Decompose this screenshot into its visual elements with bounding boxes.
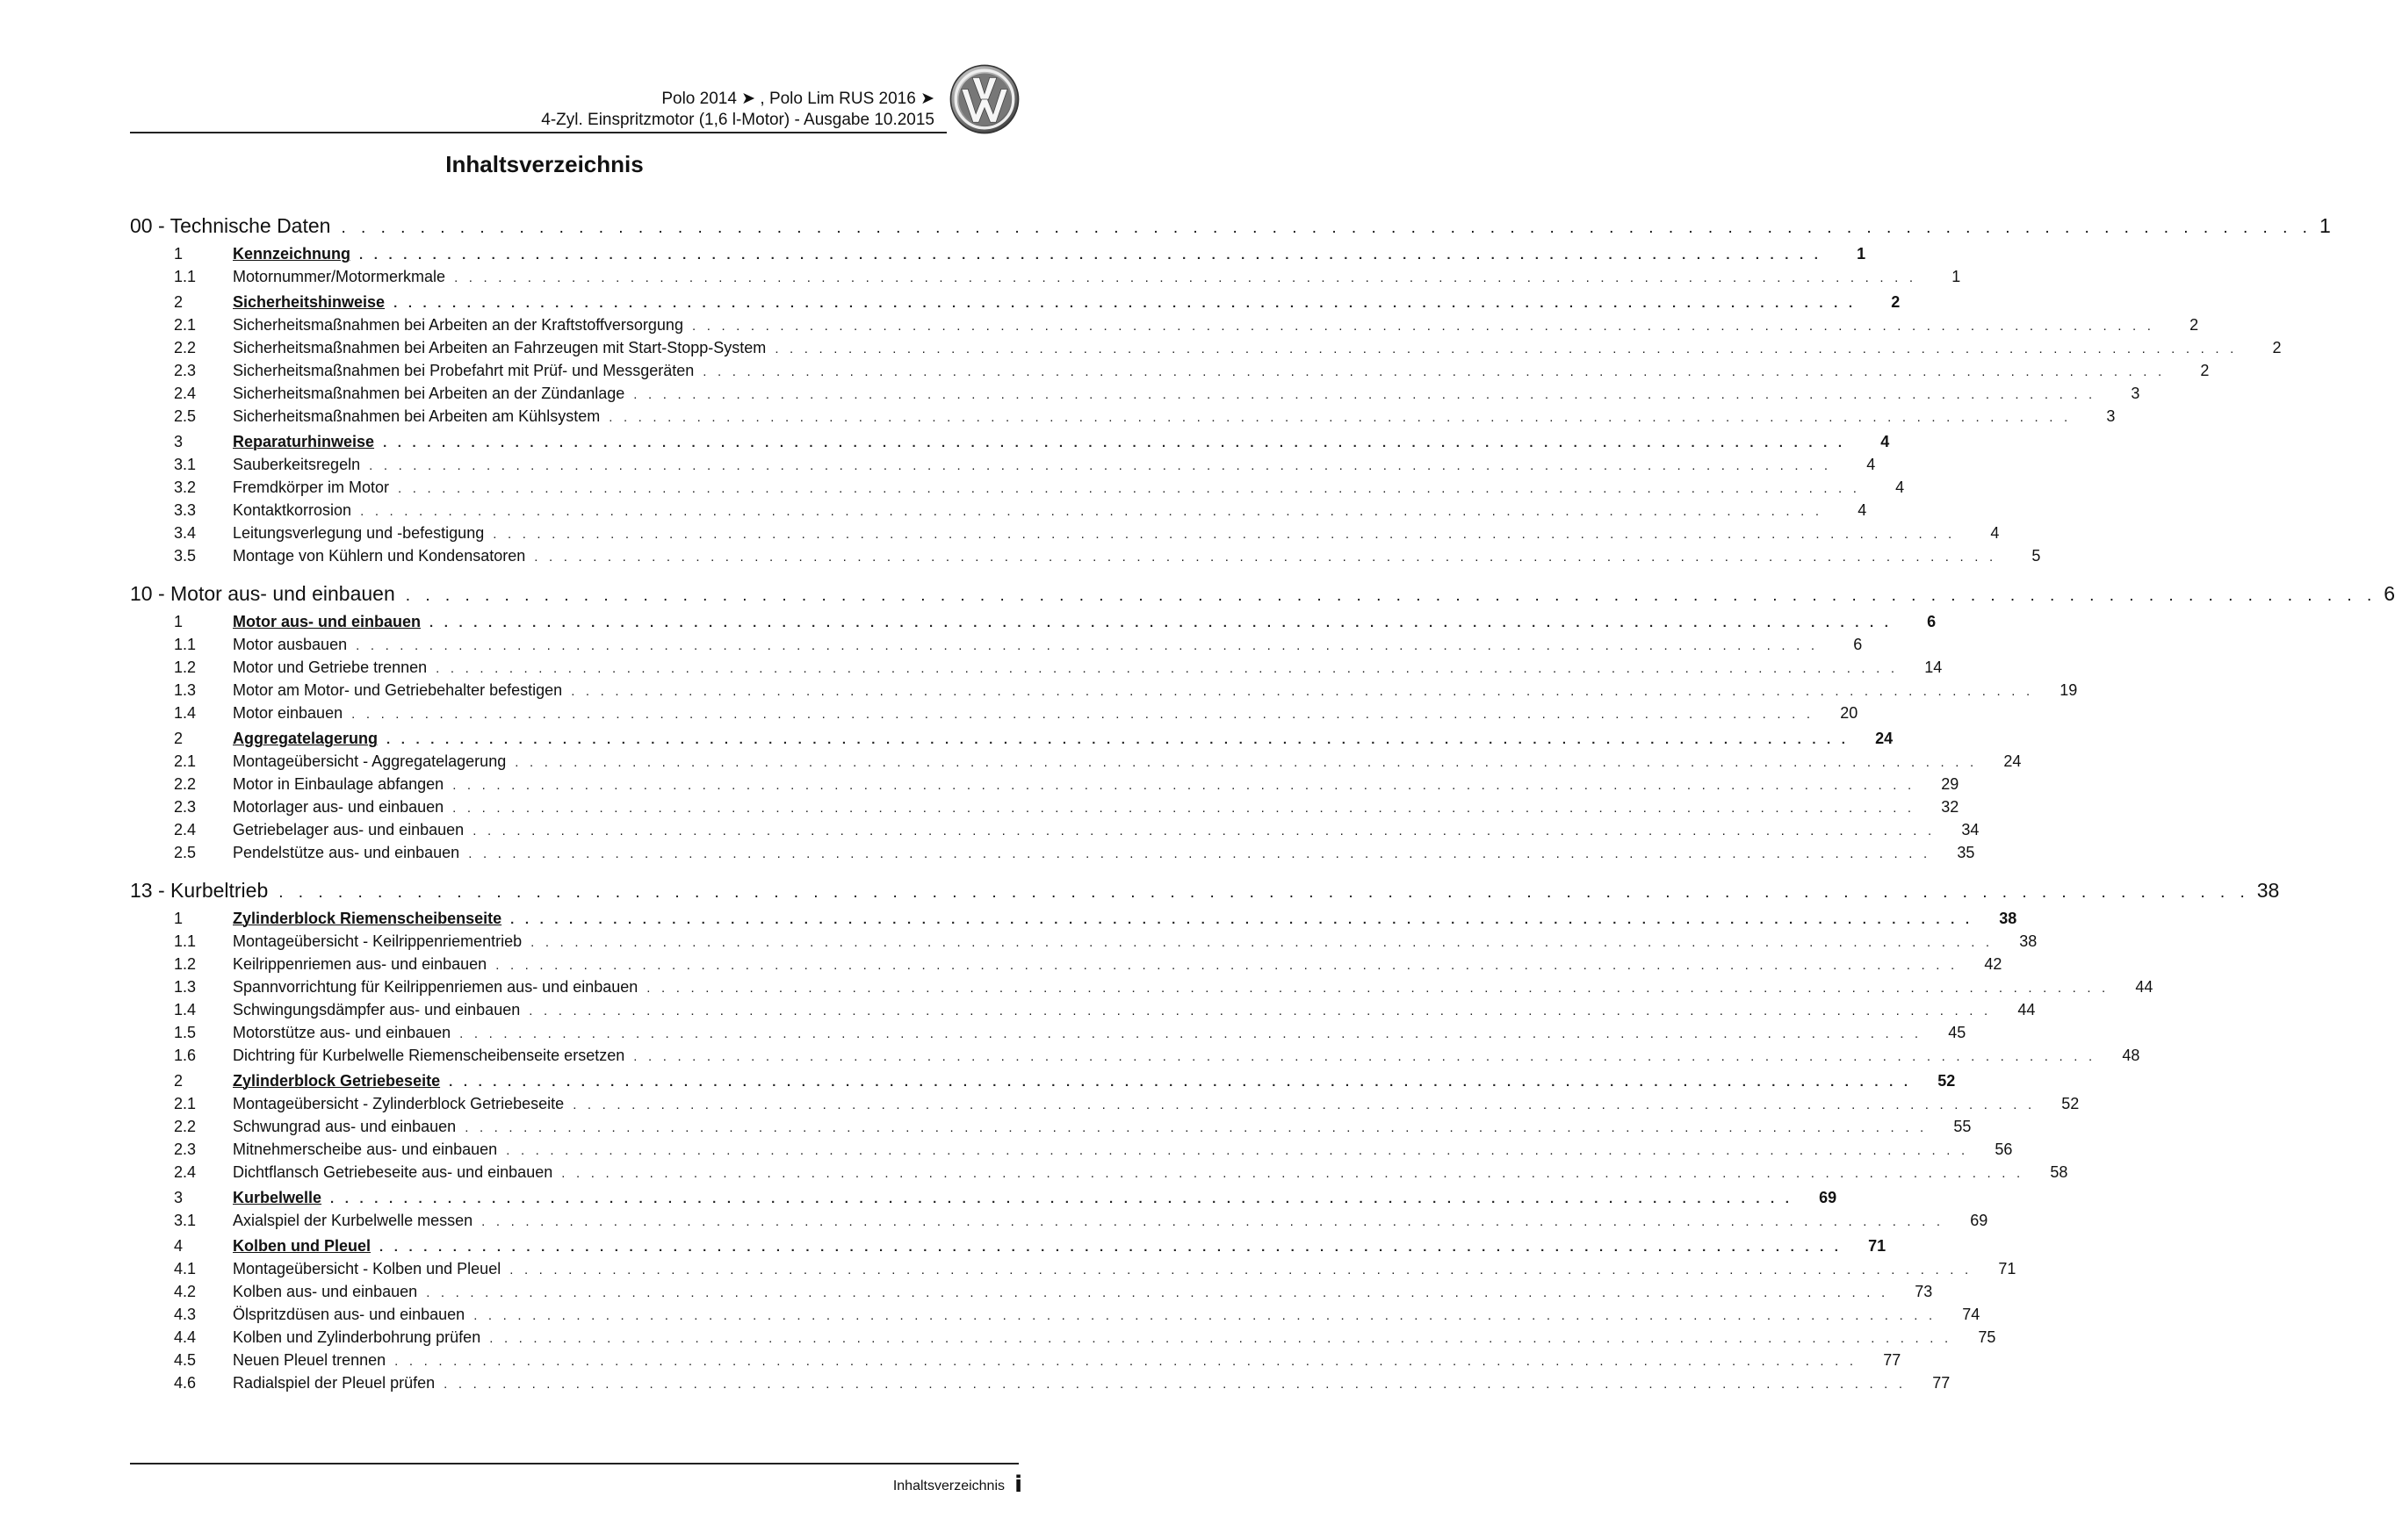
toc-chapter-group: [130, 245, 1961, 291]
entry-title: Sicherheitsmaßnahmen bei Arbeiten an Fahrzeugen mit Start-Stopp-System: [233, 339, 767, 356]
toc-entry[interactable]: [130, 1118, 1972, 1141]
dot-leader: . . . . . . . . . . . . . . . . . . . . . . . . . . . . . . . . . . . . . . . . . . . . . . . . . . . . . . . . . . . . . . . . . . . . . . . . . . . . . . . . . . . . . . . . . . . . . . . . . . . .: [495, 958, 1959, 973]
toc-entry[interactable]: [130, 1024, 1966, 1047]
entry-page-number: 6: [1853, 636, 1863, 653]
chapter-number: 4: [174, 1237, 184, 1255]
toc-entry[interactable]: [130, 524, 2000, 547]
entry-title: Motor am Motor- und Getriebehalter befestigen: [233, 681, 563, 699]
entry-number: 1.3: [174, 681, 197, 699]
entry-title: Montageübersicht - Kolben und Pleuel: [233, 1260, 501, 1277]
entry-number: 4.1: [174, 1260, 197, 1277]
entry-page-number: 20: [1840, 704, 1858, 722]
toc-chapter-group: [130, 1189, 1988, 1234]
entry-page-number: 29: [1941, 775, 1959, 793]
chapter-page-number: 2: [1891, 293, 1901, 311]
entry-page-number: 2: [2272, 339, 2282, 356]
entry-title: Pendelstütze aus- und einbauen: [233, 844, 460, 861]
chapter-title: Sicherheitshinweise: [233, 293, 386, 311]
entry-title: Radialspiel der Pleuel prüfen: [233, 1374, 436, 1392]
entry-number: 2.2: [174, 339, 197, 356]
toc-entry[interactable]: [130, 955, 2002, 978]
dot-leader: . . . . . . . . . . . . . . . . . . . . . . . . . . . . . . . . . . . . . . . . . . . . . . . . . . . . . . . . . . . . . . . . . . . . . . . . . . . . . . . . . . . . . . . . . . . . . . . . . . . .: [691, 319, 2155, 334]
dot-leader: . . . . . . . . . . . . . . . . . . . . . . . . . . . . . . . . . . . . . . . . . . . . . . . . . . . . . . . . . . . . . . . . . . . . . . . . . . . . . . . . . . . . . . . . . . . . . . . . . . . .: [449, 1075, 1912, 1090]
entry-page-number: 4: [1990, 524, 2000, 542]
dot-leader: . . . . . . . . . . . . . . . . . . . . . . . . . . . . . . . . . . . . . . . . . . . . . . . . . . . . . . . . . . . . . . . . . . . . . . . . . . . . . . . . . . . . . . . . . . . . . . . . . . . .: [356, 638, 1819, 653]
toc-chapter-group: [130, 293, 2282, 430]
chapter-number: 1: [174, 613, 184, 630]
entry-number: 4.3: [174, 1306, 197, 1323]
dot-leader: . . . . . . . . . . . . . . . . . . . . . . . . . . . . . . . . . . . . . . . . . . . . . . . . . . . . . . . . . . . . . . . . . . . . . . . . . . . . . . . . . . . . . . . . . . . . . . . . . . . .: [454, 270, 1917, 285]
chapter-page-number: 52: [1937, 1072, 1956, 1090]
entry-title: Montageübersicht - Keilrippenriementrieb: [233, 932, 523, 950]
toc-entry[interactable]: [130, 775, 1959, 798]
footer-rule: [130, 1463, 1019, 1464]
header-rule: [130, 132, 947, 133]
dot-leader: . . . . . . . . . . . . . . . . . . . . . . . . . . . . . . . . . . . . . . . . . . . . . . . . . . . . . . . . . . . . . . . . . . . . . . . . . . . . . . . . . . . . . . . . . . . . . . . . . . . .: [359, 248, 1822, 263]
entry-page-number: 58: [2050, 1163, 2068, 1181]
entry-title: Ölspritzdüsen aus- und einbauen: [233, 1306, 465, 1323]
entry-title: Dichtflansch Getriebeseite aus- und einbauen: [233, 1163, 553, 1181]
entry-number: 3.2: [174, 479, 197, 496]
dot-leader: . . . . . . . . . . . . . . . . . . . . . . . . . . . . . . . . . . . . . . . . . . . . . . . . . . . . . . . . . . . . . . . . . . . . . . . . . . . . . . . . . . . . . . . . . . . . . . . . . . . .: [444, 1377, 1907, 1392]
toc-entry[interactable]: [130, 1306, 1980, 1328]
toc-entry[interactable]: [130, 844, 1975, 867]
chapter-number: 2: [174, 1072, 184, 1090]
entry-number: 2.2: [174, 1118, 197, 1135]
toc-entry[interactable]: [130, 1163, 2068, 1186]
dot-leader: . . . . . . . . . . . . . . . . . . . . . . . . . . . . . . . . . . . . . . . . . . . . . . . . . . . . . . . . . . . . . . . . . . . . . . . . . . . . . . . . . . . . . . . . . . . . . . . . . . . .: [534, 550, 1997, 565]
toc-section: [130, 879, 2280, 1397]
chapter-number: 3: [174, 433, 184, 450]
entry-page-number: 14: [1924, 658, 1943, 676]
chapter-page-number: 24: [1875, 730, 1894, 747]
entry-number: 1.1: [174, 932, 197, 950]
dot-leader: . . . . . . . . . . . . . . . . . . . . . . . . . . . . . . . . . . . . . . . . . . . . . . . . . . . . . . . . . . . . . . . . . . . . . . . . . . . . . . . . . . . . . . . . . . . . . . . . . . . .: [506, 1143, 1969, 1158]
dot-leader: . . . . . . . . . . . . . . . . . . . . . . . . . . . . . . . . . . . . . . . . . . . . . . . . . . . . . . . . . . . . . . . . . . . . . . . . . . . . . . . . . . . . . . . . . . . . . . . . . . . .: [393, 296, 1857, 311]
dot-leader: . . . . . . . . . . . . . . . . . . . . . . . . . . . . . . . . . . . . . . . . . . . . . . . . . . . . . . . . . . . . . . . . . . . . . . . . . . . . . . . . . . . . . . . . . . . . . . . . . . . .: [429, 615, 1893, 630]
chapter-page-number: 4: [1880, 433, 1890, 450]
entry-page-number: 52: [2061, 1095, 2080, 1112]
toc-chapter-group: [130, 910, 2153, 1069]
entry-title: Dichtring für Kurbelwelle Riemenscheibenseite ersetzen: [233, 1047, 625, 1064]
entry-page-number: 69: [1970, 1212, 1988, 1229]
dot-leader: . . . . . . . . . . . . . . . . . . . . . . . . . . . . . . . . . . . . . . . . . . . . . . . . . . . . . . . . . . . . . . . . . . . . . . . . . . . . . . . . . . . . . . . . . . . . . . . . . . . .: [573, 1097, 2036, 1112]
section-heading[interactable]: [130, 879, 2280, 907]
section-page-number: 1: [2319, 214, 2331, 237]
chapter-title: Zylinderblock Getriebeseite: [233, 1072, 441, 1090]
dot-leader: . . . . . . . . . . . . . . . . . . . . . . . . . . . . . . . . . . . . . . . . . . . . . . . . . . . . . . . . . . . . . . . . . . . . . . . . . . . . . . . . . . . . . . . . . . . . . . . . . . . .: [703, 364, 2166, 379]
entry-page-number: 73: [1915, 1283, 1933, 1300]
vw-logo-icon: [949, 63, 1021, 135]
entry-title: Axialspiel der Kurbelwelle messen: [233, 1212, 473, 1229]
toc-entry[interactable]: [130, 932, 2038, 955]
toc-entry[interactable]: [130, 362, 2210, 385]
chapter-number: 1: [174, 245, 184, 263]
toc-entry[interactable]: [130, 1283, 1933, 1306]
entry-number: 4.4: [174, 1328, 197, 1346]
dot-leader: . . . . . . . . . . . . . . . . . . . . . . . . . . . . . . . . . . . . . . . . . . . . . . . . . . . . . . . . . . . . . . . . . . . . . . . . . . . . . . . . . . . . . . . . . . . . . . . . . . . .: [646, 981, 2110, 996]
chapter-title: Aggregatelagerung: [233, 730, 379, 747]
dot-leader: . . . . . . . . . . . . . . . . . . . . . . . . . . . . . . . . . . . . . . . . . . . . . . . . . . . . . . . . . . . . . . . . . . . . . . . . . . . . . . . . . . . . . . . . . . . . . . . . . . . .: [436, 661, 1899, 676]
entry-number: 2.5: [174, 407, 197, 425]
entry-title: Leitungsverlegung und -befestigung: [233, 524, 485, 542]
entry-page-number: 24: [2003, 752, 2022, 770]
entry-page-number: 5: [2031, 547, 2041, 565]
chapter-title: Kolben und Pleuel: [233, 1237, 372, 1255]
entry-title: Motorlager aus- und einbauen: [233, 798, 444, 816]
toc-chapter-group: [130, 433, 2041, 570]
dot-leader: . . . . . . . . . . . . . . . . . . . . . . . . . . . . . . . . . . . . . . . . . . . . . . . . . . . . . . . . . . . . . . . . . . . . . . . . . . . . . . . . . . . . . . . . . . . . . . . . . . . .: [493, 527, 1956, 542]
entry-title: Sicherheitsmaßnahmen bei Arbeiten an der Zündanlage: [233, 385, 625, 402]
dot-leader: . . . . . . . . . . . . . . . . . . . . . . . . . . . . . . . . . . . . . . . . . . . . . . . . . . . . . . . . . . . . . . . . . . . . . . . . . . . . . . . . . . . . . . . . . . . . . . . . . . . .: [529, 1004, 1992, 1018]
dot-leader: . . . . . . . . . . . . . . . . . . . . . . . . . . . . . . . . . . . . . . . . . . . . . . . . . . . . . . . . . . . . . . . . . . . . . . . . . . . . . . . . . . . . . . . . . . . . . . . . . . . .: [386, 732, 1850, 747]
toc-entry[interactable]: [130, 339, 2282, 362]
toc-entry[interactable]: [130, 479, 1905, 501]
entry-title: Sicherheitsmaßnahmen bei Arbeiten am Kühlsystem: [233, 407, 601, 425]
toc-entry[interactable]: [130, 1260, 2016, 1283]
entry-title: Motorstütze aus- und einbauen: [233, 1024, 451, 1041]
chapter-entry[interactable]: [130, 910, 2017, 932]
chapter-title: Kurbelwelle: [233, 1189, 322, 1206]
entry-number: 3.5: [174, 547, 197, 565]
entry-title: Sicherheitsmaßnahmen bei Probefahrt mit Prüf- und Messgeräten: [233, 362, 695, 379]
entry-number: 2.2: [174, 775, 197, 793]
entry-page-number: 55: [1953, 1118, 1972, 1135]
entry-page-number: 3: [2106, 407, 2116, 425]
toc-entry[interactable]: [130, 1047, 2140, 1069]
entry-page-number: 71: [1998, 1260, 2016, 1277]
chapter-number: 1: [174, 910, 184, 927]
entry-page-number: 56: [1995, 1141, 2013, 1158]
entry-number: 2.1: [174, 752, 197, 770]
dot-leader: . . . . . . . . . . . . . . . . . . . . . . . . . . . . . . . . . . . . . . . . . . . . . . . . . . . . . . . . . . . . . . . . . . . . . . . . . . . . . . . . . . . . . . . . . . . . . . . . . . . .: [633, 1049, 2096, 1064]
entry-number: 2.3: [174, 798, 197, 816]
entry-page-number: 19: [2060, 681, 2078, 699]
dot-leader: . . . . . . . . . . . . . . . . . . . . . . . . . . . . . . . . . . . . . . . . . . . . . . . . . . . . . . . . . . . . . . . . . . . . . . . . . . . . . . . . . . . . . . . . . . . . . . . . . . . .: [530, 935, 1994, 950]
entry-number: 2.4: [174, 821, 197, 838]
chapter-page-number: 69: [1819, 1189, 1837, 1206]
entry-title: Sicherheitsmaßnahmen bei Arbeiten an der Kraftstoffversorgung: [233, 316, 683, 334]
dot-leader: . . . . . . . . . . . . . . . . . . . . . . . . . . . . . . . . . . . . . . . . . . . . . . . . . . . . . . . . . . . . . . . . . . . . . . . . . . . . . . . . . . . . . . . . . . . . . . . . . . . .: [489, 1331, 1952, 1346]
toc-entry[interactable]: [130, 385, 2140, 407]
header-model-line: Polo 2014 ➤ , Polo Lim RUS 2016 ➤: [661, 90, 934, 108]
toc-entry[interactable]: [130, 407, 2116, 430]
dot-leader: . . . . . . . . . . . . . . . . . . . . . . . . . . . . . . . . . . . . . . . . . . . . . . . . . . . . . . . . . . . . . . . . . . . . . . . . . . . . . . . . . . . . . . . . . . . . . . . . . . . .: [394, 1354, 1858, 1369]
dot-leader: . . . . . . . . . . . . . . . . . . . . . . . . . . . . . . . . . . . . . . . . . . . . . . . . . . . . . . . . . . . . . . . . . . . . . . . . . . . . . . . . . . . . . . . . . . . . . . . . . . . .: [473, 1308, 1937, 1323]
header-engine-line: 4-Zyl. Einspritzmotor (1,6 l-Motor) - Ausgabe 10.2015: [541, 111, 934, 129]
entry-title: Motor ausbauen: [233, 636, 348, 653]
entry-title: Schwingungsdämpfer aus- und einbauen: [233, 1001, 521, 1018]
entry-page-number: 32: [1941, 798, 1959, 816]
entry-title: Getriebelager aus- und einbauen: [233, 821, 465, 838]
section-title: 10 - Motor aus- und einbauen: [130, 582, 395, 605]
dot-leader: . . . . . . . . . . . . . . . . . . . . . . . . . . . . . . . . . . . . . . . . . . . . . . . . . . . . . . . . . . . . . . . . . . . . . . . . . . . . . . . . . . . . . . . . . . . . . . . . . . . .: [473, 824, 1936, 838]
dot-leader: . . . . . . . . . . . . . . . . . . . . . . . . . . . . . . . . . . . . . . . . . . . . . . . . . . . . . . . . . . . . . . . . . . . . . . . . . . . . . . . . . . . . . . . . . . . . . . . . . . . .: [509, 1263, 1973, 1277]
toc-entry[interactable]: [130, 636, 1863, 658]
entry-title: Motor in Einbaulage abfangen: [233, 775, 444, 793]
chapter-title: Zylinderblock Riemenscheibenseite: [233, 910, 502, 927]
dot-leader: . . . . . . . . . . . . . . . . . . . . . . . . . . . . . . . . . . . . . . . . . . . . . . . . . . . . . . . . . . . . . . . . . . . . . . . . . . . . . . . . . . . . . . . . . . . . . . . . . . . .: [561, 1166, 2024, 1181]
dot-leader: . . . . . . . . . . . . . . . . . . . . . . . . . . . . . . . . . . . . . . . . . . . . . . . . . . . . . . . . . . . . . . . . . . . . . . . . . . . . . . . . . . . . . . . . . . . . . . . . . . . .: [571, 684, 2034, 699]
section-title: 00 - Technische Daten: [130, 214, 331, 237]
entry-number: 4.6: [174, 1374, 197, 1392]
dot-leader: . . . . . . . . . . . . . . . . . . . . . . . . . . . . . . . . . . . . . . . . . . . . . . . . . . . . . . . . . . . . . . . . . . . . . . . . . . . . . . . . . . . . . . . . . . . . . . . . . . . .: [330, 1191, 1793, 1206]
entry-title: Keilrippenriemen aus- und einbauen: [233, 955, 487, 973]
entry-number: 3.1: [174, 1212, 197, 1229]
entry-page-number: 34: [1961, 821, 1980, 838]
dot-leader: . . . . . . . . . . . . . . . . . . . . . . . . . . . . . . . . . . . . . . . . . . . . . . . . . . . . . . . . . . . . . . . . . . . . . . . . . . . . . . . . . . . . . . . . . . . . . . . . . . . .: [379, 1240, 1843, 1255]
entry-page-number: 1: [1951, 268, 1961, 285]
toc-entry[interactable]: [130, 456, 1876, 479]
entry-page-number: 42: [1984, 955, 2002, 973]
toc-entry[interactable]: [130, 501, 1867, 524]
toc-chapter-group: [130, 1237, 2016, 1397]
dot-leader: . . . . . . . . . . . . . . . . . . . . . . . . . . . . . . . . . . . . . . . . . . . . . . . . . . . . . . . . . . . . . . . . . . . . . . . . . . . . . . . . . . . . . . . . . . . . . . . . . . . .: [459, 1026, 1922, 1041]
entry-title: Schwungrad aus- und einbauen: [233, 1118, 457, 1135]
dot-leader: . . . . . . . . . . . . . . . . . . . . . . . . . . . . . . . . . . . . . . . . . . . . . . . . . . . . . . . . . . . . . . . . . . . . . . . . . . . . . . . . . . . . . . . . . . . . . . . . . . . .: [515, 755, 1978, 770]
chapter-entry[interactable]: [130, 613, 1937, 636]
toc-section: [130, 582, 2395, 867]
entry-number: 1.1: [174, 636, 197, 653]
entry-title: Montageübersicht - Aggregatelagerung: [233, 752, 507, 770]
table-of-contents: [130, 214, 2395, 1409]
entry-title: Montage von Kühlern und Kondensatoren: [233, 547, 526, 565]
dot-leader: . . . . . . . . . . . . . . . . . . . . . . . . . . . . . . . . . . . . . . . . . . . . . . . . . . . . . . . . . . . . . . . . . . . . . . . . . . . . . . . . . . . . . . . . . . . . . . . . . . . .: [452, 778, 1915, 793]
toc-section: [130, 214, 2331, 570]
dot-leader: . . . . . . . . . . . . . . . . . . . . . . . . . . . . . . . . . . . . . . . . . . . . . . . . . . . . . . . . . . . . . . . . . . . . . . . . . . . . . . . . . . . . . . . . . . . . . . . . . . . .: [369, 458, 1832, 473]
chapter-entry[interactable]: [130, 730, 1894, 752]
entry-number: 1.4: [174, 704, 197, 722]
entry-number: 1.3: [174, 978, 197, 996]
entry-number: 1.4: [174, 1001, 197, 1018]
entry-title: Spannvorrichtung für Keilrippenriemen aus- und einbauen: [233, 978, 638, 996]
entry-number: 2.3: [174, 362, 197, 379]
toc-entry[interactable]: [130, 1328, 1996, 1351]
toc-entry[interactable]: [130, 547, 2041, 570]
dot-leader: . . . . . . . . . . . . . . . . . . . . . . . . . . . . . . . . . . . . . . . . . . . . . . . . . . . . . . . . . . . . . . . . . . . . . . . . . . . . . . . . . . . . . . . . . . . . . . . . . . . .: [468, 846, 1931, 861]
entry-number: 3.3: [174, 501, 197, 519]
entry-title: Sauberkeitsregeln: [233, 456, 361, 473]
entry-number: 4.5: [174, 1351, 197, 1369]
toc-entry[interactable]: [130, 681, 2078, 704]
entry-number: 2.1: [174, 316, 197, 334]
dot-leader: . . . . . . . . . . . . . . . . . . . . . . . . . . . . . . . . . . . . . . . . . . . . . . . . . . . . . . . . . . . . . . . . . . . . . . . . . . . . . . . . . . . . . . . . . . . . . . . . . . . .: [633, 387, 2096, 402]
toc-entry[interactable]: [130, 1095, 2080, 1118]
toc-entry[interactable]: [130, 658, 1943, 681]
entry-title: Kontaktkorrosion: [233, 501, 352, 519]
entry-number: 1.6: [174, 1047, 197, 1064]
entry-page-number: 2: [2200, 362, 2210, 379]
toc-entry[interactable]: [130, 316, 2199, 339]
dot-leader: . . . . . . . . . . . . . . . . . . . . . . . . . . . . . . . . . . . . . . . . . . . . . . . . . . . . . . . . . . . . . . . . . . . . . . . . . . . . . . . . . . . . . . . . . . . . . . . . . . . .: [383, 435, 1846, 450]
toc-chapter-group: [130, 1072, 2080, 1186]
entry-number: 4.2: [174, 1283, 197, 1300]
entry-title: Motor einbauen: [233, 704, 343, 722]
dot-leader: . . . . . . . . . . . . . . . . . . . . . . . . . . . . . . . . . . . . . . . . . . . . . . . . . . . . . . . . . . . . . . . . . . . . . . . . . . . . . . . . . . . . . . . . . . . . . . . . . . . .: [405, 586, 2377, 605]
entry-page-number: 44: [2017, 1001, 2036, 1018]
section-page-number: 38: [2256, 879, 2280, 902]
chapter-title: Kennzeichnung: [233, 245, 350, 263]
entry-number: 2.3: [174, 1141, 197, 1158]
entry-number: 2.1: [174, 1095, 197, 1112]
dot-leader: . . . . . . . . . . . . . . . . . . . . . . . . . . . . . . . . . . . . . . . . . . . . . . . . . . . . . . . . . . . . . . . . . . . . . . . . . . . . . . . . . . . . . . . . . . . . . . . . . . . .: [360, 504, 1823, 519]
footer-page-number: i: [1014, 1472, 1022, 1498]
section-heading[interactable]: [130, 582, 2395, 610]
section-title: 13 - Kurbeltrieb: [130, 879, 269, 902]
entry-title: Motor und Getriebe trennen: [233, 658, 428, 676]
entry-number: 1.2: [174, 955, 197, 973]
entry-page-number: 4: [1858, 501, 1867, 519]
entry-number: 1.1: [174, 268, 197, 285]
entry-page-number: 35: [1957, 844, 1975, 861]
toc-entry[interactable]: [130, 704, 1858, 727]
chapter-entry[interactable]: [130, 1072, 1956, 1095]
entry-title: Montageübersicht - Zylinderblock Getriebeseite: [233, 1095, 565, 1112]
entry-title: Mitnehmerscheibe aus- und einbauen: [233, 1141, 498, 1158]
entry-title: Kolben aus- und einbauen: [233, 1283, 418, 1300]
dot-leader: . . . . . . . . . . . . . . . . . . . . . . . . . . . . . . . . . . . . . . . . . . . . . . . . . . . . . . . . . . . . . . . . . . . . . . . . . . . . . . . . . . . . . . . . . . . . . . . . . . . .: [426, 1285, 1889, 1300]
toc-entry[interactable]: [130, 798, 1959, 821]
chapter-page-number: 38: [1999, 910, 2017, 927]
entry-page-number: 45: [1948, 1024, 1966, 1041]
chapter-title: Reparaturhinweise: [233, 433, 375, 450]
entry-title: Motornummer/Motormerkmale: [233, 268, 446, 285]
toc-entry[interactable]: [130, 1374, 1951, 1397]
dot-leader: . . . . . . . . . . . . . . . . . . . . . . . . . . . . . . . . . . . . . . . . . . . . . . . . . . . . . . . . . . . . . . . . . . . . . . . . . . . . . . . . . . . . . . . . . . . . . . . . . . . .: [341, 219, 2312, 237]
entry-page-number: 3: [2131, 385, 2140, 402]
entry-number: 2.5: [174, 844, 197, 861]
dot-leader: . . . . . . . . . . . . . . . . . . . . . . . . . . . . . . . . . . . . . . . . . . . . . . . . . . . . . . . . . . . . . . . . . . . . . . . . . . . . . . . . . . . . . . . . . . . . . . . . . . . .: [510, 912, 1973, 927]
chapter-entry[interactable]: [130, 1189, 1837, 1212]
section-page-number: 6: [2384, 582, 2395, 605]
section-heading[interactable]: [130, 214, 2331, 242]
entry-number: 1.2: [174, 658, 197, 676]
toc-entry[interactable]: [130, 1001, 2036, 1024]
chapter-entry[interactable]: [130, 245, 1866, 268]
toc-entry[interactable]: [130, 821, 1980, 844]
entry-page-number: 74: [1962, 1306, 1980, 1323]
chapter-entry[interactable]: [130, 293, 1901, 316]
dot-leader: . . . . . . . . . . . . . . . . . . . . . . . . . . . . . . . . . . . . . . . . . . . . . . . . . . . . . . . . . . . . . . . . . . . . . . . . . . . . . . . . . . . . . . . . . . . . . . . . . . . .: [452, 801, 1915, 816]
entry-number: 1.5: [174, 1024, 197, 1041]
toc-entry[interactable]: [130, 1141, 2013, 1163]
chapter-number: 3: [174, 1189, 184, 1206]
toc-chapter-group: [130, 613, 2078, 727]
entry-title: Kolben und Zylinderbohrung prüfen: [233, 1328, 481, 1346]
chapter-page-number: 1: [1857, 245, 1866, 263]
dot-leader: . . . . . . . . . . . . . . . . . . . . . . . . . . . . . . . . . . . . . . . . . . . . . . . . . . . . . . . . . . . . . . . . . . . . . . . . . . . . . . . . . . . . . . . . . . . . . . . . . . . .: [609, 410, 2072, 425]
entry-page-number: 4: [1895, 479, 1905, 496]
entry-page-number: 77: [1883, 1351, 1901, 1369]
chapter-entry[interactable]: [130, 1237, 1886, 1260]
entry-page-number: 2: [2189, 316, 2199, 334]
chapter-title: Motor aus- und einbauen: [233, 613, 421, 630]
entry-number: 2.4: [174, 1163, 197, 1181]
entry-page-number: 75: [1978, 1328, 1996, 1346]
dot-leader: . . . . . . . . . . . . . . . . . . . . . . . . . . . . . . . . . . . . . . . . . . . . . . . . . . . . . . . . . . . . . . . . . . . . . . . . . . . . . . . . . . . . . . . . . . . . . . . . . . . .: [465, 1120, 1928, 1135]
dot-leader: . . . . . . . . . . . . . . . . . . . . . . . . . . . . . . . . . . . . . . . . . . . . . . . . . . . . . . . . . . . . . . . . . . . . . . . . . . . . . . . . . . . . . . . . . . . . . . . . . . . .: [351, 707, 1814, 722]
dot-leader: . . . . . . . . . . . . . . . . . . . . . . . . . . . . . . . . . . . . . . . . . . . . . . . . . . . . . . . . . . . . . . . . . . . . . . . . . . . . . . . . . . . . . . . . . . . . . . . . . . . .: [775, 342, 2238, 356]
dot-leader: . . . . . . . . . . . . . . . . . . . . . . . . . . . . . . . . . . . . . . . . . . . . . . . . . . . . . . . . . . . . . . . . . . . . . . . . . . . . . . . . . . . . . . . . . . . . . . . . . . . .: [278, 883, 2250, 902]
toc-chapter-group: [130, 730, 2022, 867]
chapter-page-number: 71: [1868, 1237, 1886, 1255]
chapter-page-number: 6: [1927, 613, 1937, 630]
entry-title: Fremdkörper im Motor: [233, 479, 390, 496]
toc-entry[interactable]: [130, 1351, 1901, 1374]
dot-leader: . . . . . . . . . . . . . . . . . . . . . . . . . . . . . . . . . . . . . . . . . . . . . . . . . . . . . . . . . . . . . . . . . . . . . . . . . . . . . . . . . . . . . . . . . . . . . . . . . . . .: [398, 481, 1861, 496]
chapter-number: 2: [174, 293, 184, 311]
footer-label: Inhaltsverzeichnis: [892, 1479, 1005, 1493]
entry-number: 2.4: [174, 385, 197, 402]
entry-page-number: 44: [2135, 978, 2153, 996]
entry-page-number: 38: [2019, 932, 2038, 950]
toc-entry[interactable]: [130, 1212, 1988, 1234]
entry-page-number: 4: [1866, 456, 1876, 473]
entry-title: Neuen Pleuel trennen: [233, 1351, 386, 1369]
toc-entry[interactable]: [130, 752, 2022, 775]
entry-number: 3.4: [174, 524, 197, 542]
dot-leader: . . . . . . . . . . . . . . . . . . . . . . . . . . . . . . . . . . . . . . . . . . . . . . . . . . . . . . . . . . . . . . . . . . . . . . . . . . . . . . . . . . . . . . . . . . . . . . . . . . . .: [481, 1214, 1944, 1229]
chapter-entry[interactable]: [130, 433, 1890, 456]
chapter-number: 2: [174, 730, 184, 747]
page-title: Inhaltsverzeichnis: [445, 151, 644, 177]
entry-page-number: 48: [2122, 1047, 2140, 1064]
entry-page-number: 77: [1932, 1374, 1951, 1392]
toc-entry[interactable]: [130, 978, 2153, 1001]
entry-number: 3.1: [174, 456, 197, 473]
toc-entry[interactable]: [130, 268, 1961, 291]
